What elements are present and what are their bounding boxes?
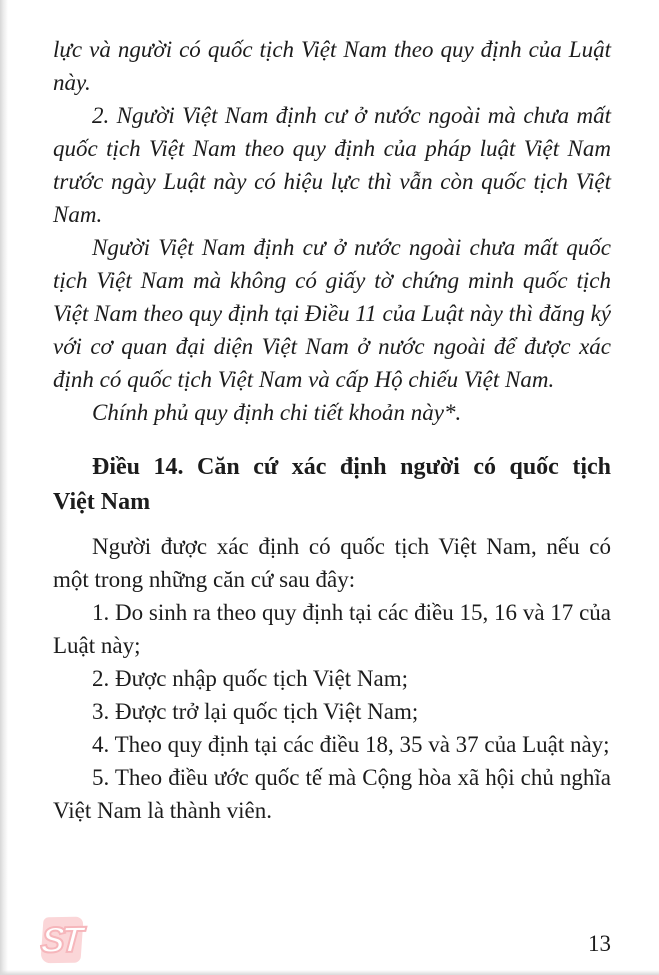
article-14-heading-line2: Việt Nam [53,489,151,515]
article-14-heading [53,450,611,520]
paragraph-government-detail: Chính phủ quy định chi tiết khoản này*. [92,400,462,425]
paragraph-registration: Người Việt Nam định cư ở nước ngoài chưa mất quốc tịch Việt Nam mà không có giấy tờ chứng minh quốc tịch Việt Nam theo quy định tại Điều 11 của Luật này thì đăng ký với cơ quan đại diện Việt Nam ở nước ngoài để được xác định có quốc tịch Việt Nam và cấp Hộ chiếu Việt Nam. [53,235,611,392]
list-item-1: 1. Do sinh ra theo quy định tại các điều 15, 16 và 17 của Luật này; [53,600,611,658]
paragraph-intro: Người được xác định có quốc tịch Việt Nam, nếu có một trong những căn cứ sau đây: [53,534,611,592]
page-number: 13 [588,931,611,956]
st-logo-text: ST [39,918,81,961]
list-item-3: 3. Được trở lại quốc tịch Việt Nam; [92,699,419,724]
paragraph-clause-2: 2. Người Việt Nam định cư ở nước ngoài mà chưa mất quốc tịch Việt Nam theo quy định của pháp luật Việt Nam trước ngày Luật này có hiệu lực thì vẫn còn quốc tịch Việt Nam. [53,103,611,227]
list-item-2: 2. Được nhập quốc tịch Việt Nam; [92,666,409,691]
scan-edge-bottom [0,970,659,975]
list-item-4: 4. Theo quy định tại các điều 18, 35 và 37 của Luật này; [92,732,610,757]
paragraph-continuation: lực và người có quốc tịch Việt Nam theo quy định của Luật này. [53,37,611,95]
list-item-5: 5. Theo điều ước quốc tế mà Cộng hòa xã hội chủ nghĩa Việt Nam là thành viên. [53,765,611,823]
article-14-heading-line1: Điều 14. Căn cứ xác định người có quốc tịch [92,454,611,480]
st-publisher-watermark [40,917,83,964]
